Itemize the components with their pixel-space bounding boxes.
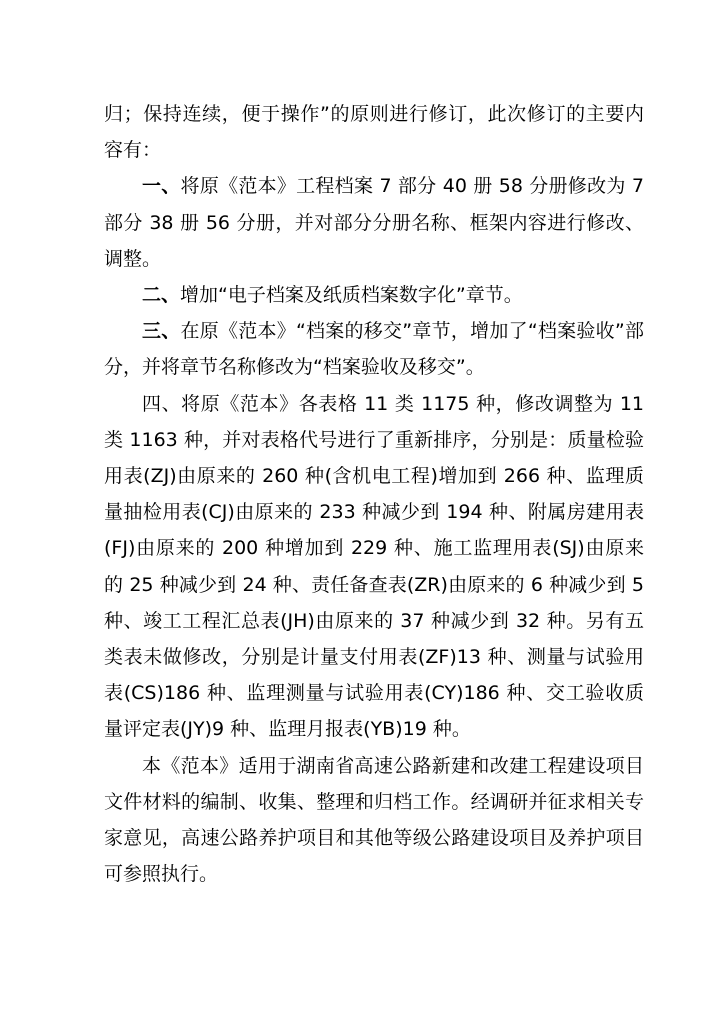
paragraph-item-4: [104, 386, 644, 748]
paragraph-text: 将原《范本》工程档案 7 部分 40 册 58 分册修改为 7 部分 38 册 56 分册，并对部分分册名称、框架内容进行修改、调整。: [104, 175, 644, 270]
document-body: [104, 96, 644, 892]
paragraph-text: 四、将原《范本》各表格 11 类 1175 种，修改调整为 11 类 1163 种，并对表格代号进行了重新排序，分别是：质量检验用表(ZJ)由原来的 260 种(含机电工程)增加到 266 种、监理质量抽检用表(CJ)由原来的 233 种减少到 194 种、附属房建用表(FJ)由原来的 200 种增加到 229 种、施工监理用表(SJ)由原来的 25 种减少到 24 种、责任备查表(ZR)由原来的 6 种减少到 5 种、竣工工程汇总表(JH)由原来的 37 种减少到 32 种。另有五类表未做修改，分别是计量支付用表(ZF)13 种、测量与试验用表(CS)186 种、监理测量与试验用表(CY)186 种、交工验收质量评定表(JY)9 种、监理月报表(YB)19 种。: [104, 392, 644, 741]
paragraph-text: 归；保持连续，便于操作”的原则进行修订，此次修订的主要内容有：: [104, 103, 644, 162]
item-number: 三、: [142, 320, 181, 343]
paragraph-intro-continuation: [104, 96, 644, 168]
paragraph-text: 在原《范本》“档案的移交”章节，增加了“档案验收”部分，并将章节名称修改为“档案验收及移交”。: [104, 320, 644, 379]
paragraph-item-3: [104, 313, 644, 385]
paragraph-scope: [104, 748, 644, 893]
paragraph-text: 增加“电子档案及纸质档案数字化”章节。: [180, 284, 523, 307]
item-number: 二、: [142, 284, 181, 307]
paragraph-item-1: [104, 168, 644, 277]
item-number: 一、: [142, 175, 181, 198]
paragraph-item-2: [104, 277, 644, 313]
paragraph-text: 本《范本》适用于湖南省高速公路新建和改建工程建设项目文件材料的编制、收集、整理和归档工作。经调研并征求相关专家意见，高速公路养护项目和其他等级公路建设项目及养护项目可参照执行。: [104, 754, 644, 886]
